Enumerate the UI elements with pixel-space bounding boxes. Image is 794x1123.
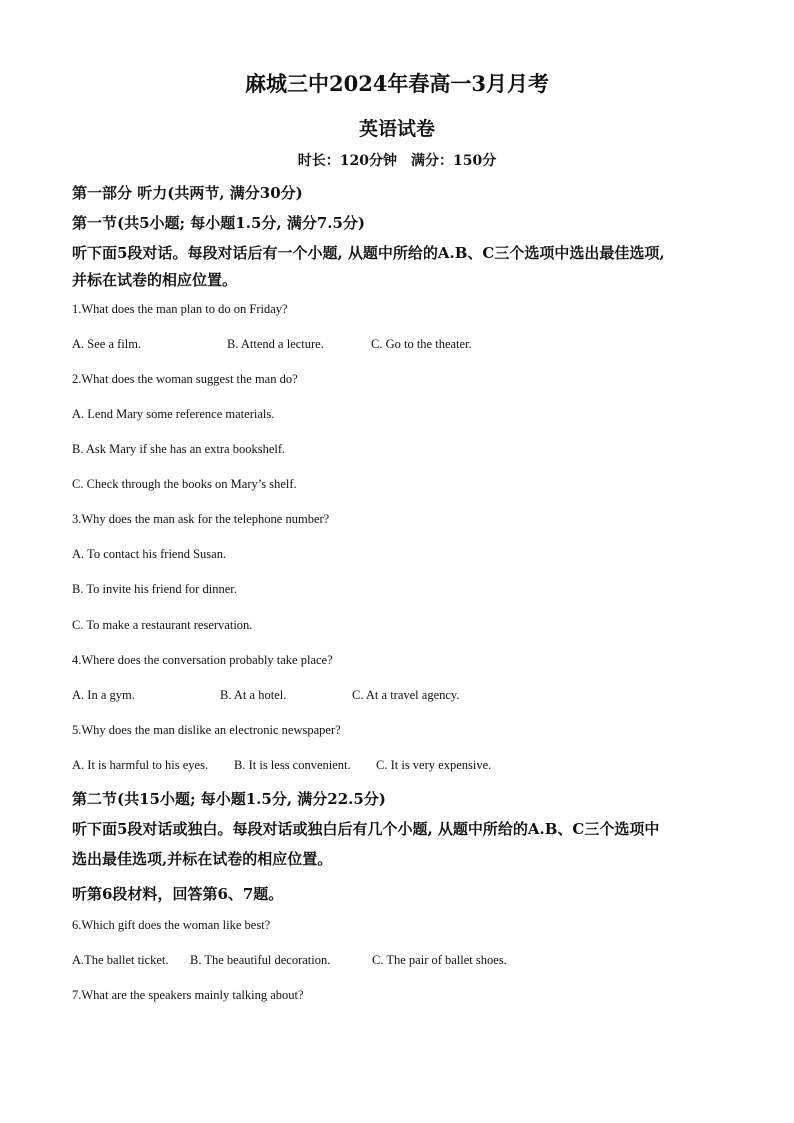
- question-1: 1.What does the man plan to do on Friday?: [72, 302, 288, 316]
- material-6-instruction: 听第6段材料，回答第6、7题。: [72, 885, 284, 903]
- question-3-option-a: A. To contact his friend Susan.: [72, 547, 227, 561]
- question-7: 7.What are the speakers mainly talking about?: [72, 988, 304, 1002]
- question-4-options: [72, 688, 732, 706]
- option-c: C. Go to the theater.: [371, 337, 472, 351]
- section1-instruction-1: 听下面5段对话。每段对话后有一个小题, 从题中所给的A.B、C三个选项中选出最佳选项,: [72, 244, 665, 262]
- exam-info: 时长：120分钟 满分：150分: [297, 153, 497, 169]
- section1-instruction-2: 并标在试卷的相应位置。: [72, 271, 238, 289]
- exam-subject: 英语试卷: [358, 118, 435, 140]
- section2-instruction-2: 选出最佳选项,并标在试卷的相应位置。: [72, 850, 333, 868]
- section2-heading: 第二节(共15小题; 每小题1.5分, 满分22.5分): [72, 790, 386, 808]
- question-6: 6.Which gift does the woman like best?: [72, 918, 271, 932]
- question-2: 2.What does the woman suggest the man do?: [72, 372, 298, 386]
- exam-title: 麻城三中2024年春高一3月月考: [244, 71, 550, 96]
- option-c: C. The pair of ballet shoes.: [372, 953, 507, 967]
- option-b: B. It is less convenient.: [234, 758, 351, 772]
- question-3-option-c: C. To make a restaurant reservation.: [72, 618, 253, 632]
- section2-instruction-1: 听下面5段对话或独白。每段对话或独白后有几个小题, 从题中所给的A.B、C三个选项中: [72, 820, 660, 838]
- option-c: C. At a travel agency.: [352, 688, 460, 702]
- option-a: A. It is harmful to his eyes.: [72, 758, 209, 772]
- question-4: 4.Where does the conversation probably take place?: [72, 653, 333, 667]
- section1-heading: 第一节(共5小题; 每小题1.5分, 满分7.5分): [72, 214, 366, 232]
- part1-heading: 第一部分 听力(共两节, 满分30分): [72, 184, 303, 202]
- option-a: A.The ballet ticket.: [72, 953, 169, 967]
- question-6-options: [72, 953, 732, 971]
- option-a: A. In a gym.: [72, 688, 135, 702]
- question-3: 3.Why does the man ask for the telephone number?: [72, 512, 330, 526]
- question-2-option-a: A. Lend Mary some reference materials.: [72, 407, 275, 421]
- question-3-option-b: B. To invite his friend for dinner.: [72, 582, 237, 596]
- question-1-options: [72, 337, 732, 355]
- question-5: 5.Why does the man dislike an electronic newspaper?: [72, 723, 341, 737]
- option-a: A. See a film.: [72, 337, 142, 351]
- question-5-options: [72, 758, 732, 776]
- question-2-option-b: B. Ask Mary if she has an extra bookshelf.: [72, 442, 286, 456]
- option-b: B. The beautiful decoration.: [190, 953, 331, 967]
- option-b: B. Attend a lecture.: [227, 337, 324, 351]
- question-2-option-c: C. Check through the books on Mary’s shelf.: [72, 477, 297, 491]
- option-c: C. It is very expensive.: [376, 758, 492, 772]
- option-b: B. At a hotel.: [220, 688, 287, 702]
